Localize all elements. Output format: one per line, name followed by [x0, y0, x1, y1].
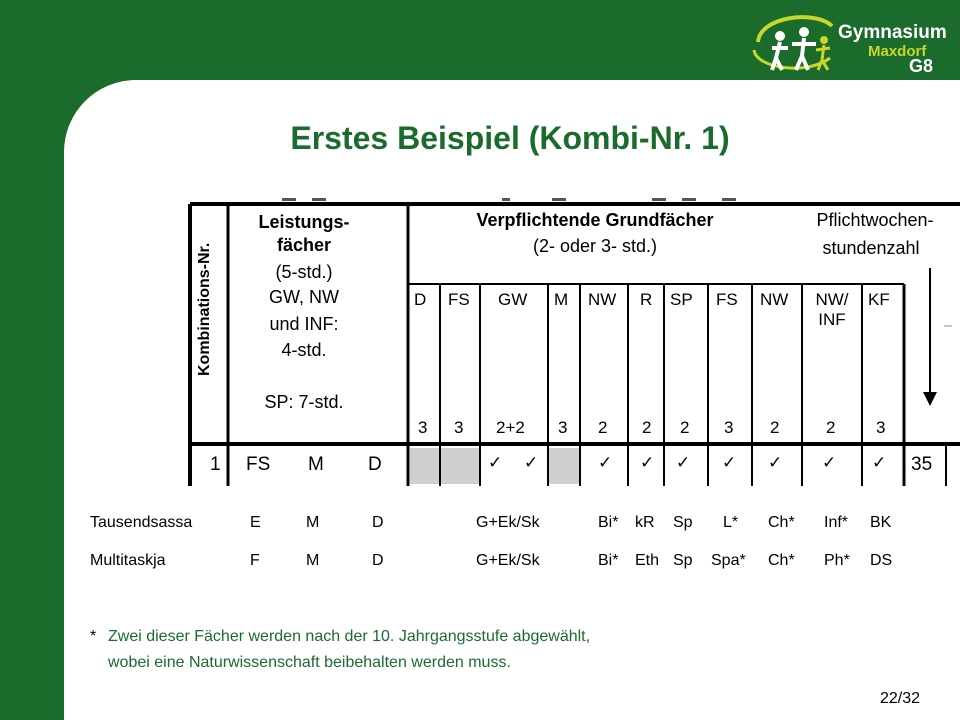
pflicht-l2: stundenzahl: [822, 238, 920, 258]
subject-name: FS: [716, 290, 738, 309]
example-cell: Sp: [673, 552, 693, 569]
subject-name: NW/ INF: [815, 290, 849, 329]
example-cell: M: [306, 552, 320, 569]
subject-name: GW: [498, 290, 528, 309]
example-cell: Spa*: [711, 552, 746, 569]
subject-name: FS: [448, 290, 470, 309]
leistung-l3: (5-std.): [275, 262, 333, 282]
check-icon: ✓: [676, 453, 691, 472]
example-cell: G+Ek/Sk: [476, 514, 540, 531]
example-name: Tausendsassa: [90, 514, 193, 531]
logo-text-maxdorf: Maxdorf: [868, 43, 927, 60]
example-cell: Ch*: [768, 552, 795, 569]
subject-hours: 3: [454, 418, 464, 437]
check-icon: ✓: [822, 453, 837, 472]
row-lf1: FS: [246, 454, 271, 475]
subject-name: D: [414, 290, 427, 309]
check-icon: ✓: [722, 453, 737, 472]
subject-hours: 3: [558, 418, 568, 437]
subject-hours: 2: [826, 418, 836, 437]
example-cell: Sp: [673, 514, 693, 531]
subject-name: R: [640, 290, 653, 309]
example-cell: M: [306, 514, 320, 531]
leistung-l2: fächer: [276, 235, 332, 255]
example-cell: kR: [635, 514, 655, 531]
slide-title: Erstes Beispiel (Kombi-Nr. 1): [290, 120, 730, 156]
example-cell: Bi*: [598, 514, 619, 531]
left-band: [0, 0, 64, 720]
check-icon: ✓: [872, 453, 887, 472]
example-cell: Eth: [635, 552, 660, 569]
example-cell: L*: [723, 514, 739, 531]
example-cell: D: [372, 514, 384, 531]
subject-name: NW: [588, 290, 617, 309]
kombinations-nr-header: Kombinations-Nr.: [196, 242, 213, 376]
example-cell: E: [250, 514, 261, 531]
example-cell: Inf*: [824, 514, 849, 531]
check-icon: ✓: [524, 453, 539, 472]
page-number: 22/32: [880, 690, 921, 707]
footnote-line1: Zwei dieser Fächer werden nach der 10. Jahrgangsstufe abgewählt,: [108, 628, 591, 645]
example-name: Multitaskja: [90, 552, 166, 569]
subject-hours: 2: [770, 418, 780, 437]
check-icon: ✓: [488, 453, 503, 472]
example-cell: F: [250, 552, 260, 569]
footnote-star: *: [90, 628, 97, 645]
subject-name: SP: [670, 290, 693, 309]
leistung-l4: GW, NW: [269, 287, 339, 307]
subject-hours: 2+2: [496, 418, 525, 437]
leistung-l5: und INF:: [269, 314, 339, 334]
logo-text-g8: G8: [909, 56, 934, 76]
subject-hours: 2: [598, 418, 608, 437]
leistung-l7: SP: 7-std.: [264, 392, 344, 412]
example-cell: Ph*: [824, 552, 850, 569]
example-cell: DS: [870, 552, 893, 569]
example-cell: Ch*: [768, 514, 795, 531]
pflicht-l1: Pflichtwochen-: [816, 210, 934, 230]
subject-hours: 3: [876, 418, 886, 437]
subject-name: M: [554, 290, 569, 309]
row-total: 35: [911, 454, 933, 475]
leistung-l6: 4-std.: [281, 340, 327, 360]
subject-hours: 3: [724, 418, 734, 437]
example-cell: BK: [870, 514, 892, 531]
example-cell: G+Ek/Sk: [476, 552, 540, 569]
subject-hours: 3: [418, 418, 428, 437]
example-cell: D: [372, 552, 384, 569]
row-lf2: M: [308, 454, 324, 475]
logo-text-gymnasium: Gymnasium: [838, 22, 947, 43]
subject-name: NW: [760, 290, 789, 309]
footnote-line2: wobei eine Naturwissenschaft beibehalten werden muss.: [108, 654, 511, 671]
leistung-l1: Leistungs-: [258, 212, 350, 232]
subject-hours: 2: [642, 418, 652, 437]
grundfaecher-subtitle: (2- oder 3- std.): [532, 236, 658, 256]
check-icon: ✓: [640, 453, 655, 472]
check-icon: ✓: [768, 453, 783, 472]
subject-name: KF: [868, 290, 890, 309]
check-icon: ✓: [598, 453, 613, 472]
grundfaecher-title: Verpflichtende Grundfächer: [476, 210, 714, 230]
example-cell: Bi*: [598, 552, 619, 569]
row-lf3: D: [368, 454, 382, 475]
row-nr: 1: [210, 454, 221, 475]
subject-hours: 2: [680, 418, 690, 437]
